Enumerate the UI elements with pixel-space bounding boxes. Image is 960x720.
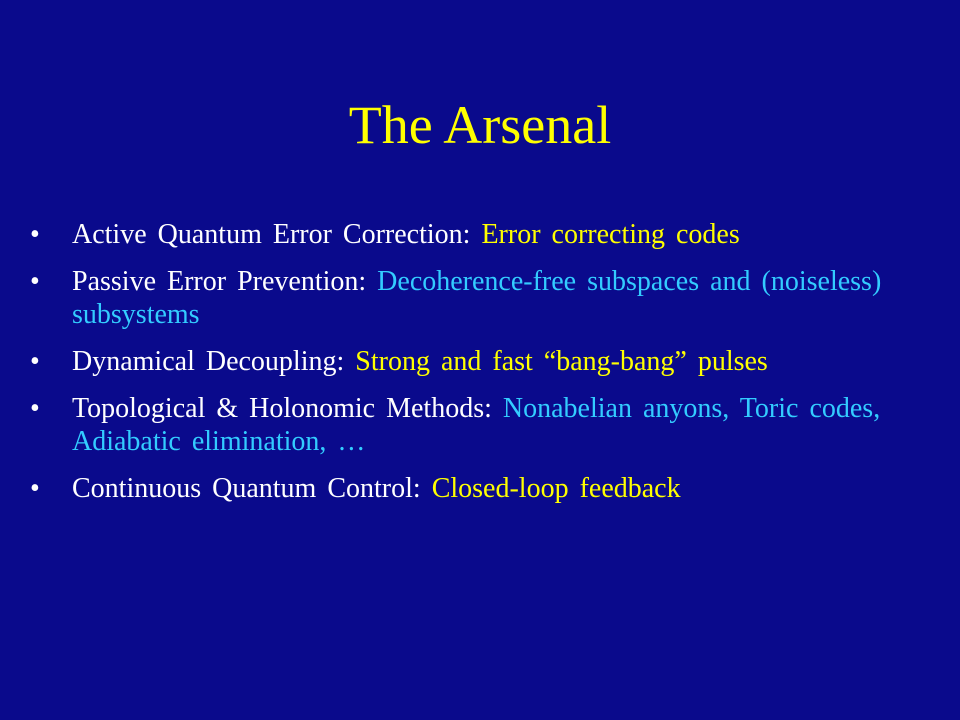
bullet-detail-text: Decoherence-free subspaces and (noiseless) subsystems [72,266,882,330]
bullet-dot: • [30,473,40,504]
bullet-item [30,218,930,251]
bullet-main-text: Passive Error Prevention: [72,266,378,297]
bullet-detail-text: Error correcting codes [481,219,740,250]
bullet-item [30,345,930,378]
bullet-dot: • [30,393,40,424]
bullet-main-text: Active Quantum Error Correction: [72,219,482,250]
bullet-detail-text: Strong and fast “bang-bang” pulses [355,346,768,377]
bullet-detail-text: Nonabelian anyons, Toric codes, Adiabatic elimination, … [72,393,881,457]
bullet-item [30,472,930,505]
bullet-detail-text: Closed-loop feedback [431,473,681,504]
bullet-dot: • [30,266,40,297]
bullet-item [30,265,930,331]
bullet-main-text: Continuous Quantum Control: [72,473,432,504]
bullet-dot: • [30,219,40,250]
bullet-item [30,392,930,458]
bullet-dot: • [30,346,40,377]
bullet-main-text: Topological & Holonomic Methods: [72,393,503,424]
bullet-list [30,218,930,519]
bullet-main-text: Dynamical Decoupling: [72,346,356,377]
slide-title: The Arsenal [348,95,612,155]
